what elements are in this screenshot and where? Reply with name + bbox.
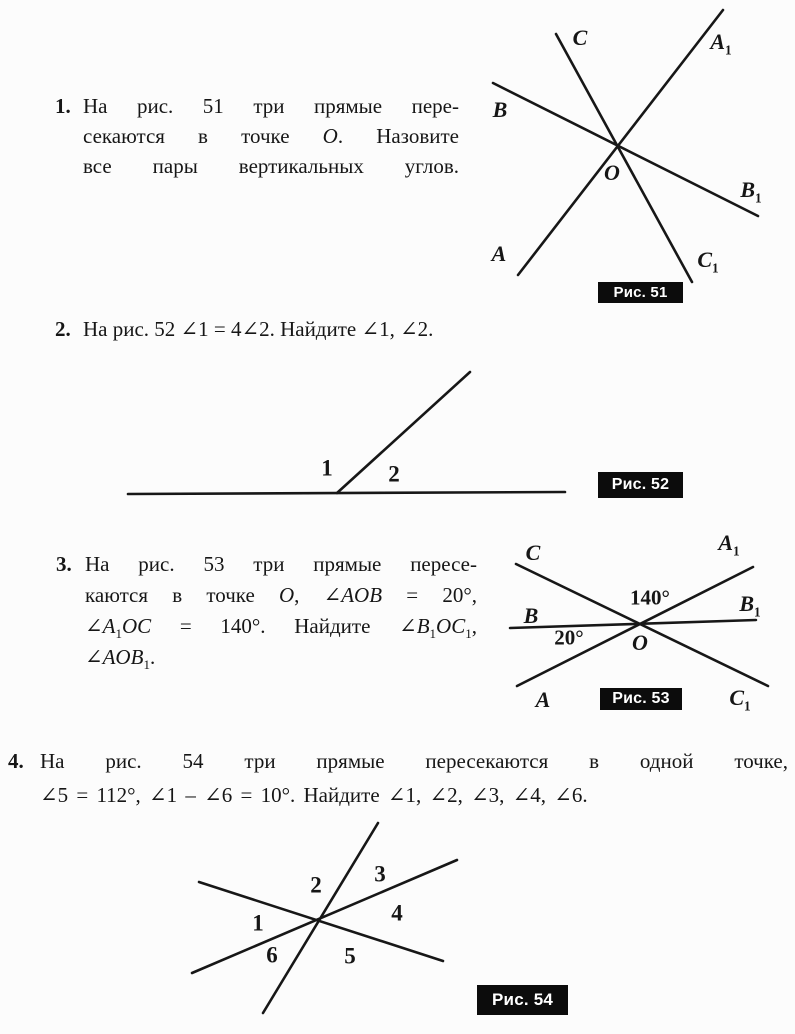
fig54-caption: Рис. 54	[477, 985, 568, 1015]
fig52-label-angle1: 1	[321, 455, 333, 481]
problem-4-line-1: На рис. 54 три прямые пересекаются в одной точке,	[40, 749, 788, 773]
problem-3-number: 3.	[56, 552, 72, 576]
fig51-label-b1: $B_1$	[740, 177, 762, 206]
fig52-caption: Рис. 52	[598, 472, 683, 498]
fig54-label-angle5: 5	[344, 943, 356, 969]
fig51-label-b: B	[492, 97, 508, 122]
fig53-label-b1: $B_1$	[739, 591, 761, 620]
fig53-caption: Рис. 53	[600, 688, 682, 710]
problem-1-line-2: секаются в точке O. Назовите	[83, 124, 459, 148]
fig51-caption: Рис. 51	[598, 282, 683, 303]
fig51-label-o: O	[604, 160, 620, 185]
problem-3-line-4: $\angle AOB_1$.	[85, 645, 156, 673]
problem-4-number: 4.	[8, 749, 24, 773]
problem-4-text	[40, 744, 788, 812]
problem-3-line-1: На рис. 53 три прямые пересе-	[85, 552, 477, 576]
problem-3-line-3: $\angle A_1OC = 140^\circ$. Найдите $\angle B_1OC_1$,	[85, 614, 477, 642]
fig51-label-c: C	[572, 25, 588, 50]
fig53-label-c1: $C_1$	[729, 685, 751, 714]
fig53-label-a: A	[535, 687, 551, 712]
fig53-label-20deg: 20°	[554, 625, 584, 650]
fig54-label-angle2: 2	[310, 872, 322, 898]
problem-4-line-2: ∠5 = 112°, ∠1 – ∠6 = 10°. Найдите ∠1, ∠2, ∠3, ∠4, ∠6.	[40, 783, 588, 807]
problem-2-number: 2.	[55, 317, 71, 341]
fig51-label-c1: $C_1$	[697, 247, 719, 276]
fig51-label-a1: $A_1$	[710, 29, 732, 58]
fig53-label-o: O	[632, 630, 648, 655]
problem-1-line-3: все пары вертикальных углов.	[83, 154, 459, 178]
fig52-label-angle2: 2	[388, 461, 400, 487]
fig52-ray	[337, 372, 470, 493]
problem-2-line-1: На рис. 52 ∠1 = 4∠2. Найдите ∠1, ∠2.	[83, 317, 434, 341]
problem-1-number: 1.	[55, 94, 71, 118]
fig53-label-a1: $A_1$	[718, 530, 740, 559]
fig54-label-angle3: 3	[374, 861, 386, 887]
fig53-label-c: C	[525, 540, 541, 565]
fig51-line-b-b1	[493, 83, 758, 216]
problem-1-line-1: На рис. 51 три прямые пере-	[83, 94, 459, 118]
fig54-label-angle1: 1	[252, 910, 264, 936]
fig52-baseline	[128, 492, 565, 494]
problem-1-text	[83, 91, 459, 181]
problem-3-line-2: каются в точке O, ∠AOB = 20°,	[85, 583, 477, 607]
fig51-label-a: A	[491, 241, 507, 266]
problem-3-text	[85, 549, 477, 673]
problem-2-text	[83, 314, 603, 344]
fig53-label-b: B	[523, 603, 539, 628]
fig51-line-a-a1	[518, 10, 723, 275]
fig51-line-c-c1	[556, 34, 692, 282]
fig53-label-140deg: 140°	[630, 585, 670, 610]
fig54-label-angle6: 6	[266, 942, 278, 968]
fig54-label-angle4: 4	[391, 900, 403, 926]
fig54-line-rising	[192, 860, 457, 973]
